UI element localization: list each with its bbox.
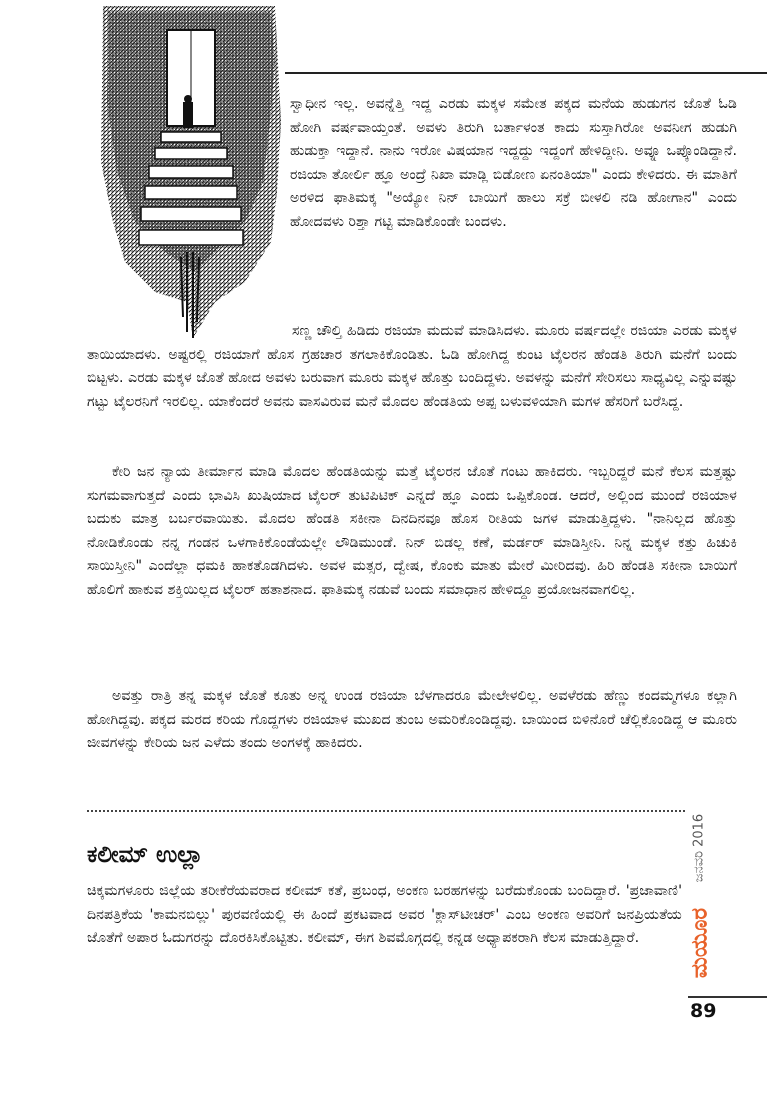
author-bio: ಚಿಕ್ಕಮಗಳೂರು ಜಿಲ್ಲೆಯ ತರೀಕೆರೆಯವರಾದ ಕಲೀಮ್ ಕತೆ, ಪ್ರಬಂಧ, ಅಂಕಣ ಬರಹಗಳನ್ನು ಬರೆದುಕೊಂಡು ಬಂದಿದ್ದಾರೆ. 'ಪ್ರಜಾವಾಣಿ' ದಿನಪತ್ರಿಕೆಯ 'ಕಾಮನಬಿಲ್ಲು' ಪುರವಣಿಯಲ್ಲಿ ಈ ಹಿಂದೆ ಪ್ರಕಟವಾದ ಅವರ 'ಕ್ಲಾಸ್‌ಟೀಚರ್' ಎಂಬ ಅಂಕಣ ಅವರಿಗೆ ಜನಪ್ರಿಯತೆಯ ಜೊತೆಗೆ ಅಪಾರ ಓದುಗರನ್ನು ದೊರಕಿಸಿಕೊಟ್ಟಿತು. ಕಲೀಮ್, ಈಗ ಶಿವಮೊಗ್ಗದಲ್ಲಿ ಕನ್ನಡ ಅಧ್ಯಾಪಕರಾಗಿ ಕೆಲಸ ಮಾಡುತ್ತಿದ್ದಾರೆ. — [87, 883, 682, 947]
paragraph-2: ಸಣ್ಣ ಚೌಲ್ತಿ ಹಿಡಿದು ರಜಿಯಾ ಮದುವೆ ಮಾಡಿಸಿದಳು. ಮೂರು ವರ್ಷದಲ್ಲೇ ರಜಿಯಾ ಎರಡು ಮಕ್ಕಳ ತಾಯಿಯಾದಳು. ಅಷ್ಟರಲ್ಲಿ ರಜಿಯಾಗೆ ಹೊಸ ಗ್ರಹಚಾರ ತಗಲಾಕಿಕೊಂಡಿತು. ಓಡಿ ಹೋಗಿದ್ದ ಕುಂಟ ಟೈಲರನ ಹೆಂಡತಿ ತಿರುಗಿ ಮನೆಗೆ ಬಂದು ಬಿಟ್ಟಳು. ಎರಡು ಮಕ್ಕಳ ಜೊತೆ ಹೋದ ಅವಳು ಬರುವಾಗ ಮೂರು ಮಕ್ಕಳ ಹೊತ್ತು ಬಂದಿದ್ದಳು. ಅವಳನ್ನು ಮನೆಗೆ ಸೇರಿಸಲು ಸಾಧ್ಯವಿಲ್ಲ ಎನ್ನುವಷ್ಟು ಗಟ್ಟು ಟೈಲರನಿಗೆ ಇರಲಿಲ್ಲ. ಯಾಕೆಂದರೆ ಅವನು ವಾಸವಿರುವ ಮನೆ ಮೊದಲ ಹೆಂಡತಿಯ ಅಪ್ಪ ಬಳುವಳಿಯಾಗಿ ಮಗಳ ಹೆಸರಿಗೆ ಬರೆಸಿದ್ದ. — [87, 323, 737, 410]
page-number: 89 — [690, 1000, 717, 1022]
magazine-logo: ಮಯೂರ — [687, 907, 713, 979]
paragraph-4: ಅವತ್ತು ರಾತ್ರಿ ತನ್ನ ಮಕ್ಕಳ ಜೊತೆ ಕೂತು ಅನ್ನ ಉಂಡ ರಜಿಯಾ ಬೆಳಗಾದರೂ ಮೇಲೇಳಲಿಲ್ಲ. ಅವಳೆರಡು ಹೆಣ್ಣು ಕಂದಮ್ಮಗಳೂ ಕಲ್ಲಾಗಿ ಹೋಗಿದ್ದವು. ಪಕ್ಕದ ಮರದ ಕರಿಯ ಗೊದ್ದಗಳು ರಜಿಯಾಳ ಮುಖದ ತುಂಬ ಅಮರಿಕೊಂಡಿದ್ದವು. ಬಾಯಿಂದ ಬಿಳಿನೊರೆ ಚೆಲ್ಲಿಕೊಂಡಿದ್ದ ಆ ಮೂರು ಜೀವಗಳನ್ನು ಕೇರಿಯ ಜನ ಎಳೆದು ತಂದು ಅಂಗಳಕ್ಕೆ ಹಾಕಿದರು. — [87, 688, 737, 752]
staircase-woodcut-illustration — [95, 2, 283, 338]
footer-rule — [688, 996, 767, 998]
paragraph-1: ಸ್ವಾಧೀನ ಇಲ್ಲ. ಅವನ್ನೆತ್ತಿ ಇದ್ದ ಎರಡು ಮಕ್ಕಳ ಸಮೇತ ಪಕ್ಕದ ಮನೆಯ ಹುಡುಗನ ಜೊತೆ ಓಡಿ ಹೋಗಿ ವರ್ಷವಾಯ್ತಂತೆ. ಅವಳು ತಿರುಗಿ ಬರ್ತಾಳಂತ ಕಾದು ಸುಸ್ತಾಗಿರೋ ಅವನೀಗ ಹುಡುಗಿ ಹುಡುಕ್ತಾ ಇದ್ದಾನೆ. ನಾನು ಇರೋ ವಿಷಯಾನ ಇದ್ದದ್ದು ಇದ್ದಂಗೆ ಹೇಳಿದ್ದೀನಿ. ಅವ್ನೂ ಒಪ್ಕೊಂಡಿದ್ದಾನೆ. ರಜಿಯಾ ತೋರ್ಲಿ ಹ್ಞೂ ಅಂದ್ರೆ ನಿಖಾ ಮಾಡ್ಲಿ ಬಿಡೋಣ ಏನಂತಿಯಾ" ಎಂದು ಕೇಳಿದರು. ಈ ಮಾತಿಗೆ ಅರಳಿದ ಫಾತಿಮಕ್ಕ "ಅಯ್ಯೋ ನಿನ್ ಬಾಯಿಗೆ ಹಾಲು ಸಕ್ರೆ ಬೀಳಲಿ ನಡಿ ಹೋಗಾನ" ಎಂದು ಹೋದವಳು ರಿಶ್ತಾ ಗಟ್ಟಿ ಮಾಡಿಕೊಂಡೇ ಬಂದಳು. — [290, 96, 737, 230]
top-horizontal-rule — [285, 72, 767, 74]
paragraph-3: ಕೇರಿ ಜನ ನ್ಯಾಯ ತೀರ್ಮಾನ ಮಾಡಿ ಮೊದಲ ಹೆಂಡತಿಯನ್ನು ಮತ್ತೆ ಟೈಲರನ ಜೊತೆ ಗಂಟು ಹಾಕಿದರು. ಇಬ್ಬರಿದ್ದರೆ ಮನೆ ಕೆಲಸ ಮತ್ತಷ್ಟು ಸುಗಮವಾಗುತ್ತದೆ ಎಂದು ಭಾವಿಸಿ ಖುಷಿಯಾದ ಟೈಲರ್ ತುಟಿಪಿಟಿಕ್ ಎನ್ನದೆ ಹ್ಞೂ ಎಂದು ಒಪ್ಪಿಕೊಂಡ. ಆದರೆ, ಅಲ್ಲಿಂದ ಮುಂದೆ ರಜಿಯಾಳ ಬದುಕು ಮಾತ್ರ ಬರ್ಬರವಾಯಿತು. ಮೊದಲ ಹೆಂಡತಿ ಸಕೀನಾ ದಿನದಿನವೂ ಹೊಸ ರೀತಿಯ ಜಗಳ ಮಾಡುತ್ತಿದ್ದಳು. "ನಾನಿಲ್ಲದ ಹೊತ್ತು ನೋಡಿಕೊಂಡು ನನ್ನ ಗಂಡನ ಒಳಗಾಕಿಕೊಂಡೆಯಲ್ಲೇ ಲೌಡಿಮುಂಡೆ. ನಿನ್ ಬಿಡಲ್ಲ ಕಣೆ, ಮರ್ಡರ್ ಮಾಡಿಸ್ತೀನಿ. ನಿನ್ನ ಮಕ್ಕಳ ಕತ್ತು ಹಿಚುಕಿ ಸಾಯಿಸ್ತೀನಿ" ಎಂದೆಲ್ಲಾ ಧಮಕಿ ಹಾಕತೊಡಗಿದಳು. ಅವಳ ಮತ್ಸರ, ದ್ವೇಷ, ಕೊಂಕು ಮಾತು ಮೇರೆ ಮೀರಿದವು. ಹಿರಿ ಹೆಂಡತಿ ಸಕೀನಾ ಬಾಯಿಗೆ ಹೊಲಿಗೆ ಹಾಕುವ ಶಕ್ತಿಯಿಲ್ಲದ ಟೈಲರ್ ಹತಾಶನಾದ. ಫಾತಿಮಕ್ಕ ನಡುವೆ ಬಂದು ಸಮಾಧಾನ ಹೇಳಿದ್ದೂ ಪ್ರಯೋಜನವಾಗಲಿಲ್ಲ. — [87, 464, 737, 598]
section-divider — [87, 810, 685, 812]
author-name-heading: ಕಲೀಮ್ ಉಲ್ಲಾ — [87, 842, 204, 868]
issue-date: ಜನವರಿ 2016 — [691, 813, 707, 882]
